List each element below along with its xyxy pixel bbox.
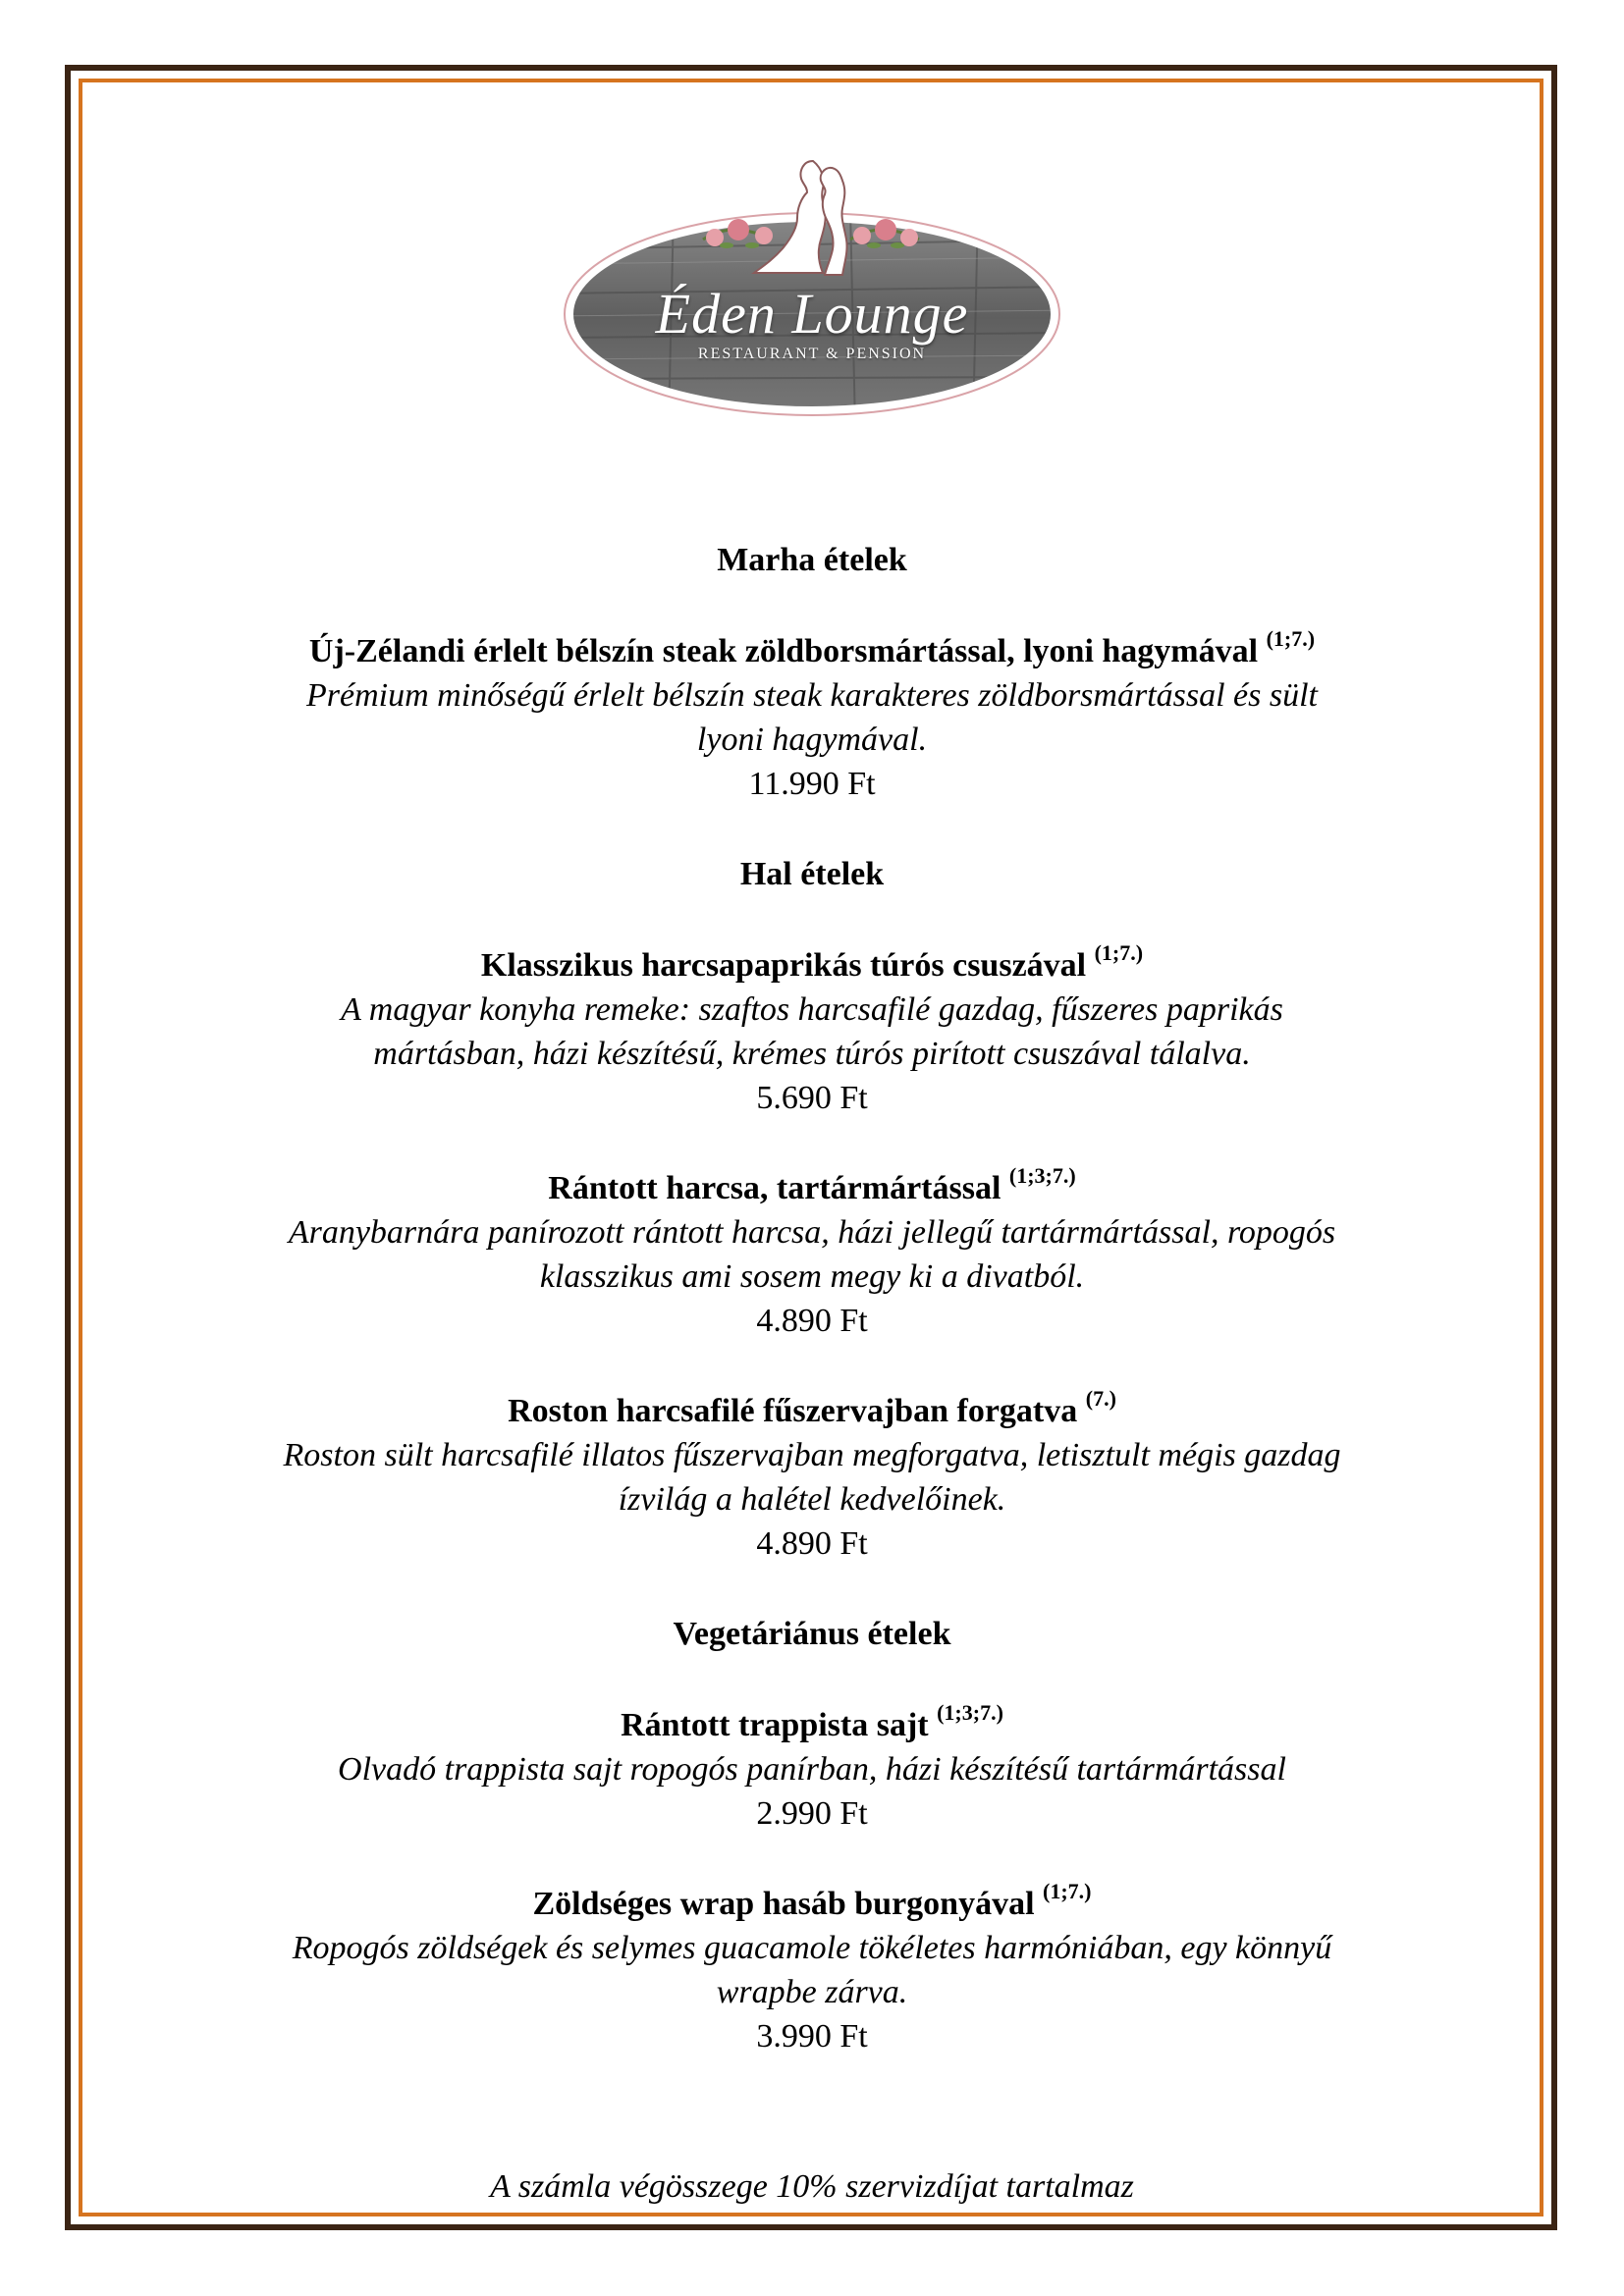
- section-heading: Vegetáriánus ételek: [673, 1616, 951, 1652]
- dish-description-line: wrapbe zárva.: [716, 1974, 908, 2010]
- allergen-codes: (1;7.): [1043, 1879, 1092, 1903]
- menu-content: [98, 538, 1526, 2058]
- menu-section: [98, 852, 1526, 1612]
- dish-description-line: Ropogós zöldségek és selymes guacamole tökéletes harmóniában, egy könnyű: [292, 1930, 1332, 1966]
- dish-price: 2.990 Ft: [756, 1795, 868, 1832]
- restaurant-logo: [556, 92, 1068, 465]
- dish-item: [98, 1700, 1526, 1836]
- dish-item: [98, 1879, 1526, 2058]
- logo-title: Éden Lounge: [655, 282, 969, 346]
- dish-description-line: Aranybarnára panírozott rántott harcsa, házi jellegű tartármártással, ropogós: [288, 1214, 1336, 1251]
- section-heading: Hal ételek: [739, 856, 885, 892]
- allergen-codes: (1;3;7.): [937, 1700, 1003, 1725]
- dish-title-line: [98, 940, 1526, 988]
- dish-description-line: Prémium minőségű érlelt bélszín steak karakteres zöldborsmártással és sült: [306, 677, 1318, 714]
- dish-title-line: [98, 1163, 1526, 1210]
- dish-description-line: A magyar konyha remeke: szaftos harcsafilé gazdag, fűszeres paprikás: [341, 991, 1283, 1028]
- dish-title-line: [98, 1700, 1526, 1747]
- dish-price: 3.990 Ft: [756, 2018, 868, 2055]
- dish-description-line: Roston sült harcsafilé illatos fűszervajban megforgatva, letisztult mégis gazdag: [283, 1437, 1341, 1473]
- dish-name: Új-Zélandi érlelt bélszín steak zöldborsmártással, lyoni hagymával: [308, 633, 1259, 669]
- dish-name: Rántott trappista sajt: [621, 1707, 929, 1743]
- allergen-codes: (1;7.): [1266, 626, 1316, 651]
- dish-title-line: [98, 1386, 1526, 1433]
- dish-item: [98, 626, 1526, 806]
- dish-price: 4.890 Ft: [756, 1525, 868, 1562]
- dish-description-line: Olvadó trappista sajt ropogós panírban, házi készítésű tartármártással: [338, 1751, 1286, 1788]
- dish-item: [98, 1386, 1526, 1566]
- dish-description-line: klasszikus ami sosem megy ki a divatból.: [539, 1258, 1085, 1295]
- service-charge-note: A számla végösszege 10% szervizdíjat tartalmaz: [490, 2168, 1134, 2205]
- section-heading: Marha ételek: [717, 542, 907, 578]
- dish-item: [98, 1163, 1526, 1343]
- logo-graphic: [556, 92, 1068, 465]
- allergen-codes: (7.): [1085, 1386, 1116, 1411]
- allergen-codes: (1;7.): [1094, 940, 1144, 965]
- dish-description-line: lyoni hagymával.: [696, 721, 928, 758]
- dish-name: Rántott harcsa, tartármártással: [548, 1170, 1001, 1206]
- dish-title-line: [98, 626, 1526, 673]
- dish-name: Klasszikus harcsapaprikás túrós csuszával: [480, 947, 1087, 984]
- dish-price: 5.690 Ft: [756, 1080, 868, 1116]
- allergen-codes: (1;3;7.): [1008, 1163, 1076, 1188]
- logo-subtitle: RESTAURANT & PENSION: [697, 346, 927, 362]
- dish-description-line: mártásban, házi készítésű, krémes túrós pirított csuszával tálalva.: [373, 1036, 1251, 1072]
- dish-item: [98, 940, 1526, 1120]
- dish-title-line: [98, 1879, 1526, 1926]
- dish-name: Zöldséges wrap hasáb burgonyával: [532, 1886, 1035, 1922]
- menu-section: [98, 538, 1526, 852]
- dish-price: 4.890 Ft: [756, 1303, 868, 1339]
- menu-section: [98, 1612, 1526, 2058]
- dish-name: Roston harcsafilé fűszervajban forgatva: [508, 1393, 1078, 1429]
- dish-description-line: ízvilág a halétel kedvelőinek.: [618, 1481, 1006, 1518]
- dish-price: 11.990 Ft: [748, 766, 876, 802]
